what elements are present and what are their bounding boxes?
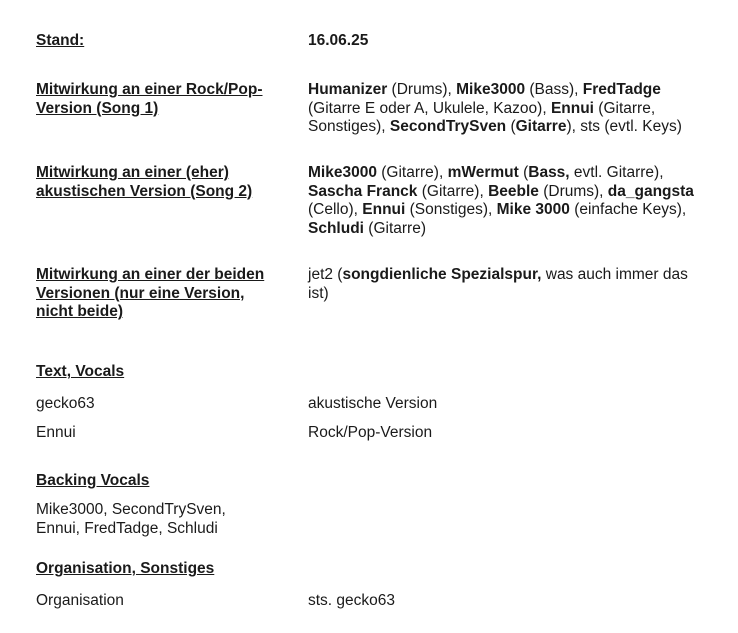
rock-version-heading	[36, 81, 298, 118]
rock-heading-line2: Version (Song 1)	[36, 99, 159, 117]
stand-date: 16.06.25	[308, 32, 369, 49]
acoustic-version-members: Mike3000 (Gitarre), mWermut (Bass, evtl. Gitarre), Sascha Franck (Gitarre), Beeble (Drums), da_gangsta (Cello), Ennui (Sonstiges), Mike 3000 (einfache Keys), Schludi (Gitarre)	[308, 164, 694, 237]
rock-heading-line1: Mitwirkung an einer Rock/Pop-	[36, 81, 263, 98]
backing-vocals-members	[36, 501, 298, 538]
either-heading-line1: Mitwirkung an einer der beiden	[36, 266, 265, 283]
stand-label: Stand:	[36, 32, 85, 49]
acoustic-heading-line1: Mitwirkung an einer (eher)	[36, 164, 229, 181]
vocals-version-1: akustische Version	[308, 395, 438, 412]
organisation-label: Organisation	[36, 592, 124, 609]
vocals-version-2: Rock/Pop-Version	[308, 424, 433, 441]
backing-vocals-heading: Backing Vocals	[36, 472, 150, 489]
backing-line2: Ennui, FredTadge, Schludi	[36, 519, 218, 537]
text-vocals-heading: Text, Vocals	[36, 363, 125, 380]
acoustic-heading-line2: akustischen Version (Song 2)	[36, 182, 253, 200]
organisation-heading: Organisation, Sonstiges	[36, 560, 215, 577]
vocals-name-1: gecko63	[36, 395, 95, 412]
acoustic-version-heading	[36, 164, 298, 201]
vocals-name-2: Ennui	[36, 424, 76, 441]
either-version-heading	[36, 266, 298, 322]
either-heading-line2: Versionen (nur eine Version,	[36, 284, 245, 302]
either-version-members: jet2 (songdienliche Spezialspur, was auch immer das ist)	[308, 266, 688, 302]
either-heading-line3: nicht beide)	[36, 303, 123, 320]
rock-version-members: Humanizer (Drums), Mike3000 (Bass), FredTadge (Gitarre E oder A, Ukulele, Kazoo), Ennui (Gitarre, Sonstiges), SecondTrySven (Gitarre), sts (evtl. Keys)	[308, 81, 682, 135]
backing-line1: Mike3000, SecondTrySven,	[36, 501, 226, 518]
organisation-value: sts. gecko63	[308, 592, 396, 609]
